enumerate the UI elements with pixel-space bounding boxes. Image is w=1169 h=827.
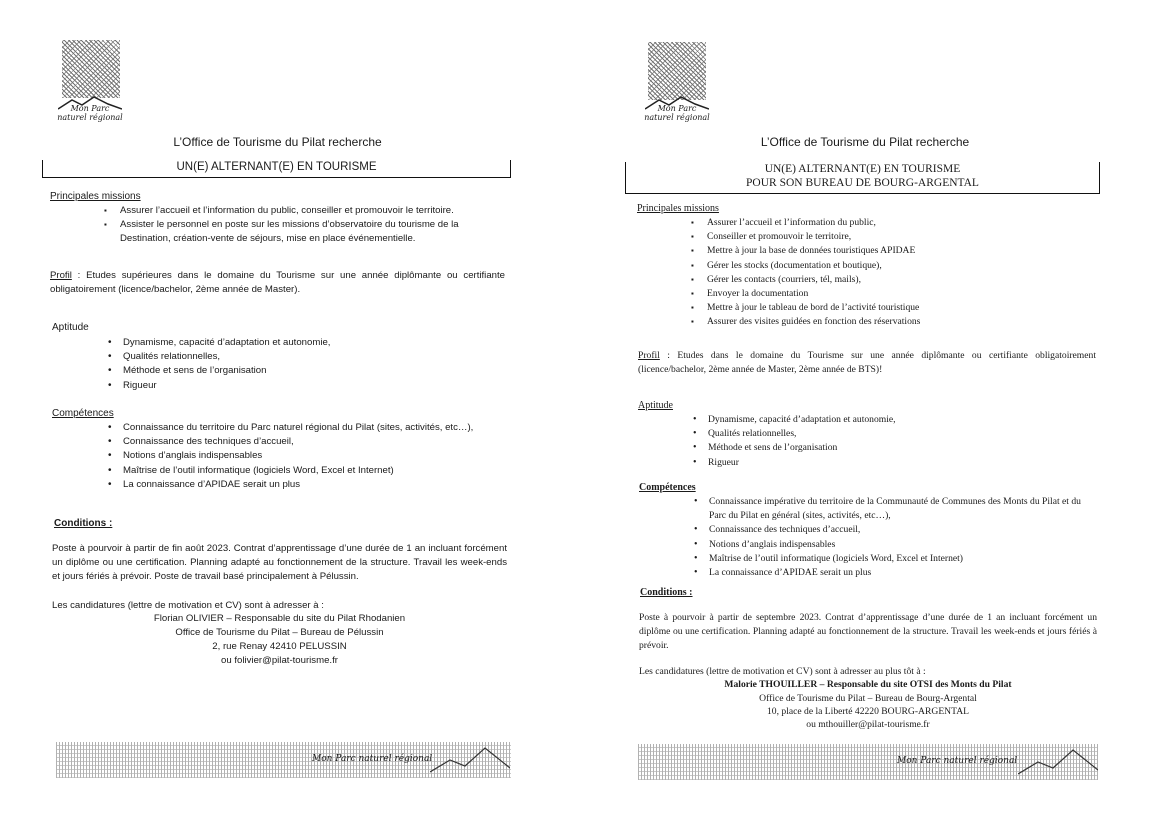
logo-caption: Mon Parc naturel régional bbox=[644, 104, 710, 122]
competences-heading: Compétences bbox=[639, 482, 696, 493]
contact-name: Malorie THOUILLER – Responsable du site OTSI des Monts du Pilat bbox=[724, 679, 1012, 690]
conditions-heading: Conditions : bbox=[640, 587, 693, 598]
conditions-paragraph: Poste à pourvoir à partir de fin août 2023. Contrat d’apprentissage d’une durée de 1 an incluant forcément un diplôme ou une certification. Planning adapté au fonctionnement de la structure. Travail les week-ends et jours fériés à prévoir. Poste de travail basé principalement à Pélussin. bbox=[52, 543, 507, 583]
list-item: ▪ Envoyer la documentation bbox=[707, 287, 1087, 301]
profil-label: Profil bbox=[638, 350, 660, 361]
aptitude-heading: Aptitude bbox=[52, 322, 89, 333]
list-item: • Rigueur bbox=[708, 456, 1088, 470]
job-title-box bbox=[625, 162, 1100, 194]
list-item: • Rigueur bbox=[123, 379, 503, 393]
footer-mountain-icon bbox=[1018, 744, 1098, 778]
list-item: • La connaissance d’APIDAE serait un plus bbox=[709, 566, 1097, 580]
missions-list bbox=[707, 216, 1087, 330]
aptitude-heading: Aptitude bbox=[638, 400, 673, 411]
footer-mountain-icon bbox=[430, 742, 510, 776]
contact-address: 10, place de la Liberté 42220 BOURG-ARGENTAL bbox=[767, 706, 969, 717]
list-item: • Maîtrise de l’outil informatique (logiciels Word, Excel et Internet) bbox=[123, 464, 506, 478]
footer-caption: Mon Parc naturel régional bbox=[897, 756, 1018, 766]
list-item: • La connaissance d’APIDAE serait un plus bbox=[123, 478, 506, 492]
list-item: • Dynamisme, capacité d’adaptation et autonomie, bbox=[123, 336, 503, 350]
list-item: • Qualités relationnelles, bbox=[123, 350, 503, 364]
missions-heading: Principales missions bbox=[50, 191, 141, 202]
page-title: L’Office de Tourisme du Pilat recherche bbox=[760, 135, 970, 149]
conditions-heading: Conditions : bbox=[54, 518, 113, 529]
profil-text: : Etudes supérieures dans le domaine du Tourisme sur une année diplômante ou certifiante obligatoirement (licence/bachelor, 2ème année de Master). bbox=[50, 270, 505, 296]
footer-caption: Mon Parc naturel régional bbox=[312, 754, 433, 764]
profil-paragraph bbox=[638, 349, 1096, 377]
contact-name: Florian OLIVIER – Responsable du site du Pilat Rhodanien bbox=[153, 613, 406, 624]
list-item: • Dynamisme, capacité d’adaptation et autonomie, bbox=[708, 413, 1088, 427]
candidatures-intro: Les candidatures (lettre de motivation et CV) sont à adresser au plus tôt à : bbox=[639, 666, 926, 677]
missions-heading: Principales missions bbox=[637, 203, 719, 214]
conditions-paragraph: Poste à pourvoir à partir de septembre 2023. Contrat d’apprentissage d’une durée de 1 an incluant forcément un diplôme ou une certification. Planning adapté au fonctionnement de la structure. Travail les week-ends et jours fériés à prévoir. bbox=[639, 612, 1097, 652]
list-item: ▪ Assurer l’accueil et l’information du public, bbox=[707, 216, 1087, 230]
list-item: • Méthode et sens de l’organisation bbox=[123, 364, 503, 378]
list-item: ▪ Conseiller et promouvoir le territoire, bbox=[707, 230, 1087, 244]
left-flyer-page bbox=[0, 0, 560, 827]
list-item: ▪ Assister le personnel en poste sur les missions d’observatoire du tourisme de la Destination, création-vente de séjours, mise en place événementielle. bbox=[120, 218, 505, 246]
candidatures-intro: Les candidatures (lettre de motivation et CV) sont à adresser à : bbox=[52, 600, 324, 611]
job-title-box bbox=[42, 160, 511, 178]
aptitude-list bbox=[708, 413, 1088, 470]
list-item: • Connaissance des techniques d’accueil, bbox=[709, 523, 1097, 537]
list-item: • Connaissance impérative du territoire de la Communauté de Communes des Monts du Pilat et du Parc du Pilat en général (sites, activités, etc…), bbox=[709, 495, 1097, 523]
list-item: • Notions d’anglais indispensables bbox=[123, 449, 506, 463]
competences-heading: Compétences bbox=[52, 408, 114, 419]
aptitude-list bbox=[123, 336, 503, 393]
profil-label: Profil bbox=[50, 270, 72, 281]
job-title-line: POUR SON BUREAU DE BOURG-ARGENTAL bbox=[746, 177, 979, 189]
profil-paragraph bbox=[50, 269, 505, 297]
job-title-line: UN(E) ALTERNANT(E) EN TOURISME bbox=[764, 163, 961, 175]
list-item: ▪ Assurer l’accueil et l’information du public, conseiller et promouvoir le territoire. bbox=[120, 204, 505, 218]
contact-office: Office de Tourisme du Pilat – Bureau de Bourg-Argental bbox=[759, 693, 977, 704]
list-item: • Connaissance des techniques d’accueil, bbox=[123, 435, 506, 449]
list-item: • Méthode et sens de l’organisation bbox=[708, 441, 1088, 455]
page-title: L’Office de Tourisme du Pilat recherche bbox=[173, 135, 382, 149]
parc-pilat-logo bbox=[62, 40, 120, 98]
list-item: ▪ Assurer des visites guidées en fonction des réservations bbox=[707, 315, 1087, 329]
list-item: • Notions d’anglais indispensables bbox=[709, 538, 1097, 552]
list-item: ▪ Mettre à jour le tableau de bord de l’activité touristique bbox=[707, 301, 1087, 315]
list-item: • Qualités relationnelles, bbox=[708, 427, 1088, 441]
list-item: ▪ Gérer les stocks (documentation et boutique), bbox=[707, 259, 1087, 273]
job-title-line: UN(E) ALTERNANT(E) EN TOURISME bbox=[176, 161, 377, 173]
profil-text: : Etudes dans le domaine du Tourisme sur une année diplômante ou certifiante obligatoirement (licence/bachelor, 2ème année de Master, 2ème année de BTS)! bbox=[638, 350, 1096, 376]
missions-list bbox=[120, 204, 505, 247]
list-item: ▪ Mettre à jour la base de données touristiques APIDAE bbox=[707, 244, 1087, 258]
list-item: • Maîtrise de l’outil informatique (logiciels Word, Excel et Internet) bbox=[709, 552, 1097, 566]
contact-email: ou mthouiller@pilat-tourisme.fr bbox=[806, 719, 930, 730]
contact-email: ou folivier@pilat-tourisme.fr bbox=[221, 655, 338, 666]
contact-office: Office de Tourisme du Pilat – Bureau de Pélussin bbox=[175, 627, 384, 638]
list-item: • Connaissance du territoire du Parc naturel régional du Pilat (sites, activités, etc…), bbox=[123, 421, 506, 435]
contact-address: 2, rue Renay 42410 PELUSSIN bbox=[212, 641, 347, 652]
logo-caption: Mon Parc naturel régional bbox=[57, 104, 123, 122]
right-flyer-page bbox=[585, 0, 1169, 827]
parc-pilat-logo bbox=[648, 42, 706, 100]
list-item: ▪ Gérer les contacts (courriers, tél, mails), bbox=[707, 273, 1087, 287]
competences-list bbox=[709, 495, 1097, 580]
competences-list bbox=[123, 421, 506, 492]
